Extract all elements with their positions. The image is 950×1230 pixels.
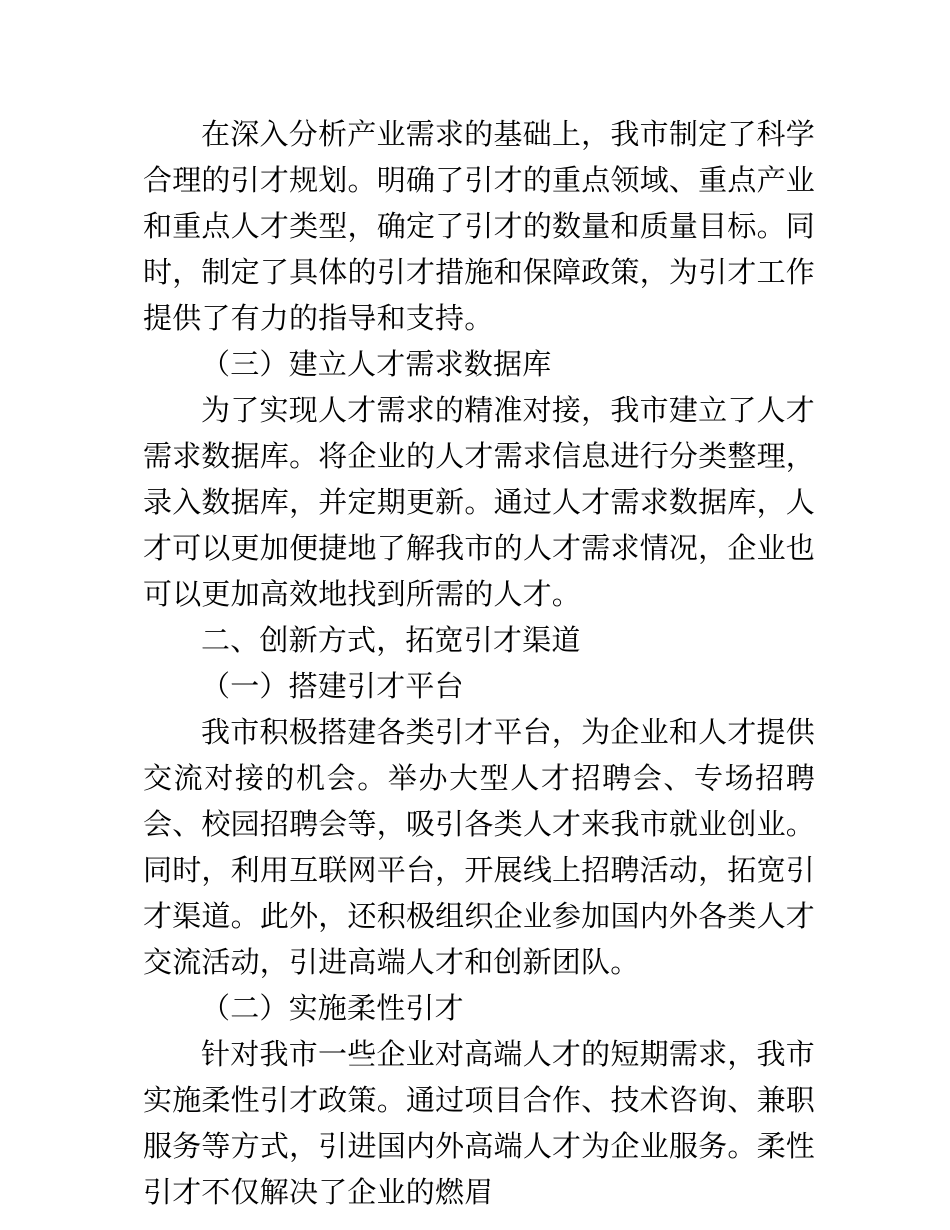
heading-establish-talent-demand-database: （三）建立人才需求数据库 — [201, 349, 552, 381]
paragraph-talent-demand-database: 为了实现人才需求的精准对接，我市建立了人才需求数据库。将企业的人才需求信息进行分类整理，录入数据库，并定期更新。通过人才需求数据库，人才可以更加便捷地了解我市的人才需求情况，企业也可以更加高效地找到所需的人才。 — [143, 395, 815, 611]
paragraph-flexible-recruitment: 针对我市一些企业对高端人才的短期需求，我市实施柔性引才政策。通过项目合作、技术咨询、兼职服务等方式，引进国内外高端人才为企业服务。柔性引才不仅解决了企业的燃眉 — [143, 1039, 815, 1209]
paragraph-talent-plan: 在深入分析产业需求的基础上，我市制定了科学合理的引才规划。明确了引才的重点领域、重点产业和重点人才类型，确定了引才的数量和质量目标。同时，制定了具体的引才措施和保障政策，为引才工作提供了有力的指导和支持。 — [143, 119, 815, 335]
heading-implement-flexible-recruitment: （二）实施柔性引才 — [201, 993, 464, 1025]
document-text-column — [143, 112, 815, 1216]
heading-innovate-methods-broaden-channels: 二、创新方式，拓宽引才渠道 — [201, 625, 581, 657]
heading-build-talent-platform: （一）搭建引才平台 — [201, 671, 464, 703]
paragraph-talent-platform: 我市积极搭建各类引才平台，为企业和人才提供交流对接的机会。举办大型人才招聘会、专场招聘会、校园招聘会等，吸引各类人才来我市就业创业。同时，利用互联网平台，开展线上招聘活动，拓宽引才渠道。此外，还积极组织企业参加国内外各类人才交流活动，引进高端人才和创新团队。 — [143, 717, 815, 979]
